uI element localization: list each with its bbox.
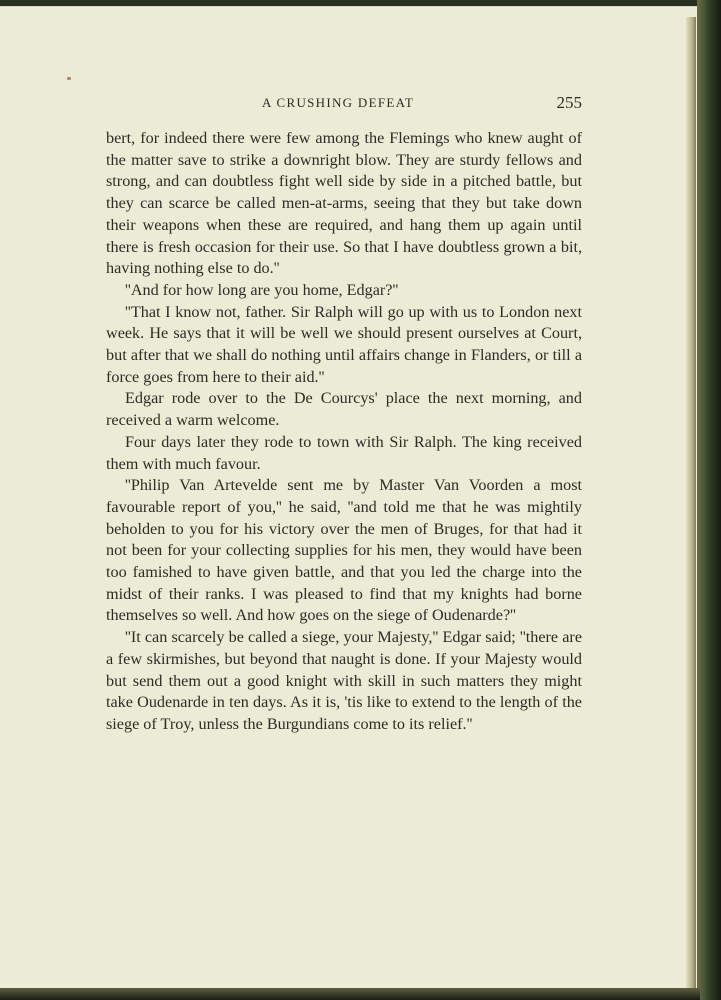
paragraph-continued: bert, for indeed there were few among the Flemings who knew aught of the matter save to strike a downright blow. They are sturdy fellows and strong, and can doubtless fight well side by side in a pitched battle, but they can scarce be called men-at-arms, seeing that they but take down their weapons when these are required, and hang them up again until there is fresh occasion for their use. So that I have doubtless grown a bit, having nothing else to do.'': [106, 129, 582, 278]
paragraph: ''It can scarcely be called a siege, your Majesty,'' Edgar said; ''there are a few skirmishes, but beyond that naught is done. If your Majesty would but send them out a good knight with skill in such matters they might take Oudenarde in ten days. As it is, 'tis like to extend to the length of the siege of Troy, unless the Burgundians come to its relief.'': [106, 628, 582, 733]
book-spine: [697, 0, 721, 1000]
paragraph: ''Philip Van Artevelde sent me by Master Van Voorden a most favourable report of you,'' he said, ''and told me that he was mightily beholden to you for his victory over the men of Bruges, for that had it not been for your collecting supplies for his men, they would have been too famished to have given battle, and that you led the charge into the midst of their ranks. I was pleased to find that my knights had borne themselves so well. And how goes on the siege of Oudenarde?'': [106, 476, 582, 625]
bottom-shadow: [0, 988, 700, 1000]
running-head: A CRUSHING DEFEAT: [262, 95, 415, 110]
page-header: [104, 93, 582, 115]
body-text: [106, 128, 582, 736]
paragraph: ''And for how long are you home, Edgar?'': [125, 280, 399, 299]
paragraph: Edgar rode over to the De Courcys' place the next morning, and received a warm welcome.: [106, 389, 582, 430]
paragraph: ''That I know not, father. Sir Ralph will go up with us to London next week. He says that it will be well we should present ourselves at Court, but after that we shall do nothing until affairs change in Flanders, or till a force goes from here to their aid.'': [106, 302, 582, 386]
ink-speck: [67, 77, 71, 80]
page-edge: [686, 17, 696, 997]
page-number: 255: [556, 93, 582, 112]
book-page: [0, 6, 700, 995]
paragraph: Four days later they rode to town with Sir Ralph. The king received them with much favour.: [106, 432, 582, 473]
